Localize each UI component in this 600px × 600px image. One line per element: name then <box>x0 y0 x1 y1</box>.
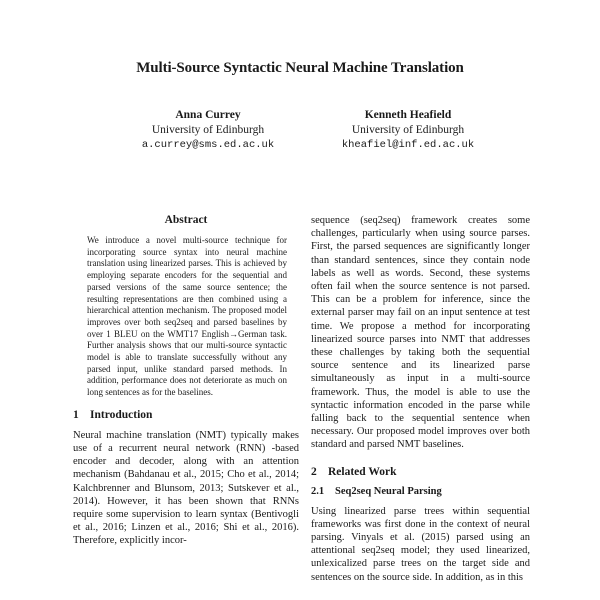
author-name: Kenneth Heafield <box>364 109 452 121</box>
paper-title: Multi-Source Syntactic Neural Machine Translation <box>136 60 464 76</box>
author-block <box>308 108 508 153</box>
subsection-title: Seq2seq Neural Parsing <box>335 485 442 497</box>
introduction-text: Neural machine translation (NMT) typically makes use of a recurrent neural network (RNN) -based encoder and decoder, along with an attention mechanism (Bahdanau et al., 2015; Cho et al., 2014; Kalchbrenner and Blunsom, 2013; Sutskever et al., 2014). However, it has been shown that RNNs require some supervision to learn syntax (Bentivogli et al., 2016; Linzen et al., 2016; Shi et al., 2016). Therefore, explicitly incor- <box>73 429 299 547</box>
author-block <box>108 108 308 153</box>
author-affiliation: University of Edinburgh <box>151 124 265 136</box>
abstract-heading: Abstract <box>164 214 208 226</box>
abstract-text: We introduce a novel multi-source technique for incorporating source syntax into neural machine translation using linearized parses. This is achieved by employing separate encoders for the sequential and parsed versions of the same source sentence; the resulting representations are then combined using a hierarchical attention mechanism. The proposed model improves over both seq2seq and parsed baselines by over 1 BLEU on the WMT17 English→German task. Further analysis shows that our multi-source syntactic model is able to translate successfully without any parsed input, unlike standard parsed methods. In addition, performance does not deteriorate as much on long sentences as for the baselines. <box>87 235 287 398</box>
author-affiliation: University of Edinburgh <box>351 124 465 136</box>
section-number: 2 <box>311 465 317 478</box>
introduction-continuation: sequence (seq2seq) framework creates some challenges, particularly when using source parses. First, the parsed sequences are significantly longer than standard sentences, since they contain node labels as well as words. Second, these systems often fail when the source sentence is not parsed. This can be a problem for inference, since the external parser may fail on an input sentence at test time. We propose a method for incorporating linearized source parses into NMT that addresses these challenges by taking both the sequential source sentence and its linearized parse simultaneously as input in a multi-source framework. Thus, the model is able to use the syntactic information encoded in the parse while falling back to the sequential sentence when necessary. Our proposed model improves over both standard and parsed NMT baselines. <box>311 215 530 451</box>
right-column <box>311 214 530 584</box>
section-number: 1 <box>73 408 79 421</box>
section-heading-related-work <box>311 466 530 478</box>
section-title: Related Work <box>328 465 397 478</box>
author-name: Anna Currey <box>175 109 241 121</box>
left-column <box>73 214 299 548</box>
subsection-number: 2.1 <box>311 485 325 497</box>
subsection-heading <box>311 486 530 497</box>
author-email: kheafiel@inf.ed.ac.uk <box>341 139 475 151</box>
section-title: Introduction <box>90 408 153 421</box>
subsection-text: Using linearized parse trees within sequential frameworks was first done in the context of neural parsing. Vinyals et al. (2015) parsed using an attentional seq2seq model; they used linearized, unlexicalized parse trees on the target side and sentences on the source side. In addition, as in this <box>311 505 530 583</box>
section-heading-introduction <box>73 409 299 421</box>
author-email: a.currey@sms.ed.ac.uk <box>141 139 275 151</box>
